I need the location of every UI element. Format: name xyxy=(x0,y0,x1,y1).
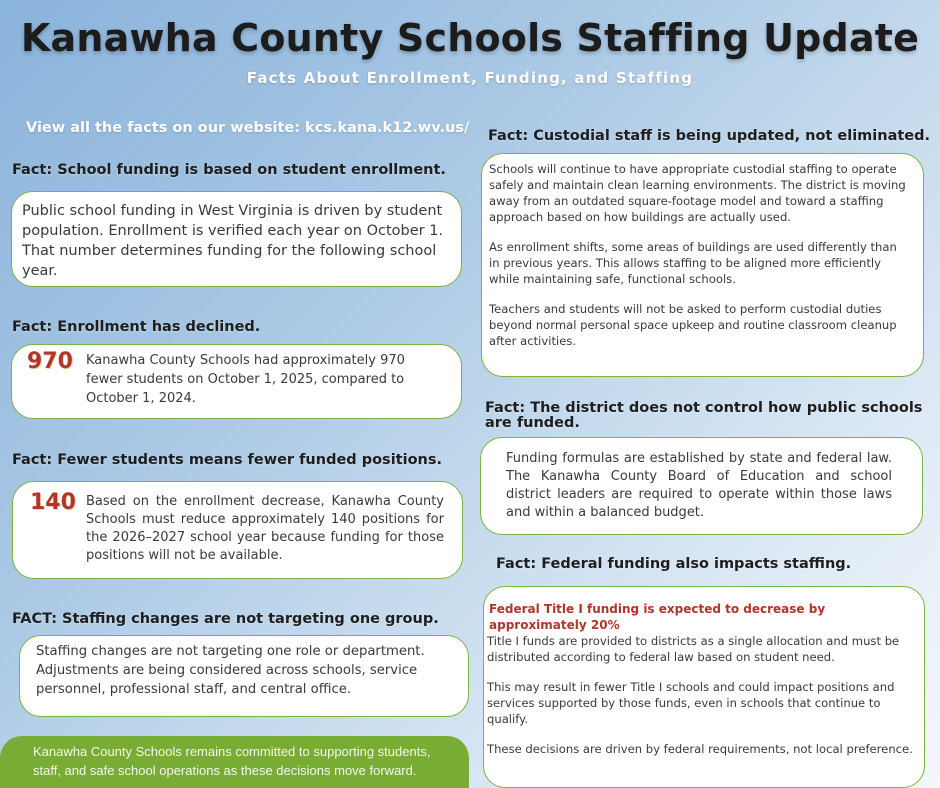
fact-card xyxy=(11,191,462,287)
page-subtitle: Facts About Enrollment, Funding, and Staffing xyxy=(246,69,694,87)
page-title: Kanawha County Schools Staffing Update xyxy=(20,16,920,60)
fact-heading: FACT: Staffing changes are not targeting one group. xyxy=(12,611,439,627)
fact-card xyxy=(481,153,924,377)
fact-card xyxy=(480,437,923,535)
fact-body: Based on the enrollment decrease, Kanawha County Schools must reduce approximately 140 positions for the 2026–2027 school year because funding for those positions will not be available. xyxy=(86,494,444,563)
enrollment-decline-number: 970 xyxy=(27,349,73,374)
fact-paragraph: This may result in fewer Title I schools and could impact positions and services supported by those funds, even in schools that continue to qualify. xyxy=(487,680,895,726)
title-one-decrease-alert: Federal Title I funding is expected to decrease by approximately 20% xyxy=(489,602,826,632)
fact-heading: Fact: Federal funding also impacts staffing. xyxy=(496,556,852,572)
fact-heading: Fact: Custodial staff is being updated, not eliminated. xyxy=(488,128,931,144)
fact-body: Public school funding in West Virginia is driven by student population. Enrollment is verified each year on October 1. That number determines funding for the following school year. xyxy=(22,203,444,279)
fact-card xyxy=(12,481,463,579)
fact-paragraph: Teachers and students will not be asked to perform custodial duties beyond normal personal space upkeep and routine classroom cleanup after activities. xyxy=(489,302,897,348)
fact-heading: Fact: School funding is based on student enrollment. xyxy=(12,162,446,178)
fact-paragraph: These decisions are driven by federal requirements, not local preference. xyxy=(487,742,913,756)
website-link[interactable]: View all the facts on our website: kcs.kana.k12.wv.us/ xyxy=(26,120,470,136)
fact-card xyxy=(11,344,462,419)
positions-reduced-number: 140 xyxy=(30,490,76,515)
fact-card xyxy=(19,635,469,717)
fact-paragraph: Schools will continue to have appropriate custodial staffing to operate safely and maintain clean learning environments. The district is moving away from an outdated square-footage model and toward a staffing approach based on how buildings are actually used. xyxy=(489,162,906,224)
banner-text: Kanawha County Schools remains committed to supporting students, staff, and safe school operations as these decisions move forward. xyxy=(33,744,431,778)
fact-card xyxy=(483,586,925,788)
fact-paragraph: As enrollment shifts, some areas of buildings are used differently than in previous years. This allows staffing to be aligned more efficiently while maintaining safe, functional schools. xyxy=(489,240,897,286)
fact-paragraph: Title I funds are provided to districts as a single allocation and must be distributed according to federal law based on student need. xyxy=(487,634,900,664)
fact-body: Funding formulas are established by state and federal law. The Kanawha County Board of Education and school district leaders are required to operate within those laws and within a balanced budget. xyxy=(506,451,892,520)
fact-heading: Fact: Enrollment has declined. xyxy=(12,319,261,335)
fact-heading: Fact: Fewer students means fewer funded positions. xyxy=(12,452,442,468)
commitment-banner xyxy=(0,736,469,788)
fact-body: Kanawha County Schools had approximately 970 fewer students on October 1, 2025, compared to October 1, 2024. xyxy=(86,353,405,406)
fact-body: Staffing changes are not targeting one role or department. Adjustments are being considered across schools, service personnel, professional staff, and central office. xyxy=(36,644,425,697)
fact-heading: Fact: The district does not control how public schools are funded. xyxy=(485,400,923,431)
